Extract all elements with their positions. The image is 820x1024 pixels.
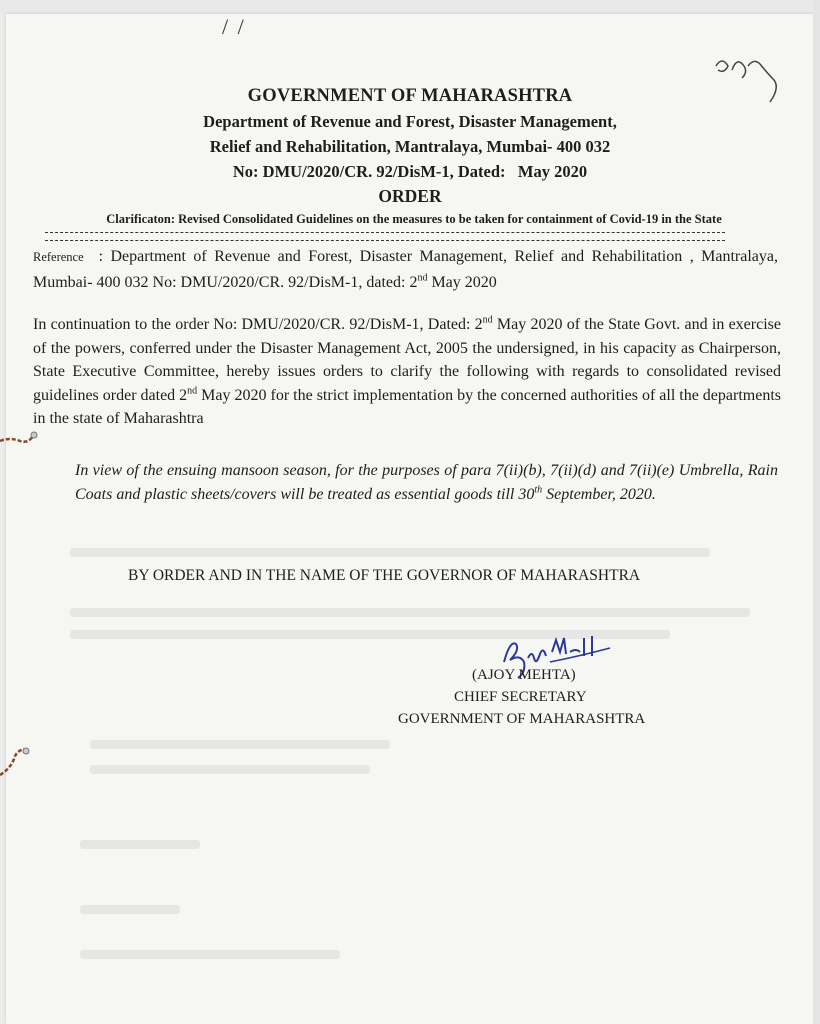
body-part-1: In continuation to the order No: DMU/2020/CR. 92/DisM-1, Dated: 2 xyxy=(33,316,483,333)
clarification-paragraph xyxy=(75,459,778,507)
top-pen-mark: / / xyxy=(222,14,246,39)
body-part-2: May 2020 of the State Govt. and in exercise of the powers, conferred under the Disaster Management Act, 2005 the undersigned, in his capacity as Chairperson, State Executive Committee, hereby issues orders to clarify the following with regards to consolidated revised guidelines order dated 2 xyxy=(33,316,781,404)
bleed-through xyxy=(70,608,750,617)
department-line-1: Department of Revenue and Forest, Disaster Management, xyxy=(203,112,617,131)
bleed-through xyxy=(90,740,390,749)
closing-line: BY ORDER AND IN THE NAME OF THE GOVERNOR OF MAHARASHTRA xyxy=(128,567,641,584)
reference-text-end: May 2020 xyxy=(427,274,497,291)
clarification-part-2: September, 2020. xyxy=(542,486,656,503)
clarification-part-1: In view of the ensuing mansoon season, for the purposes of para 7(ii)(b), 7(ii)(d) and 7(ii)(e) Umbrella, Rain Coats and plastic sheets/covers will be treated as essential goods till 30 xyxy=(75,462,778,503)
body-paragraph xyxy=(33,313,781,431)
bleed-through xyxy=(80,950,340,959)
bleed-through xyxy=(90,765,370,774)
order-title: ORDER xyxy=(378,186,442,206)
bleed-through xyxy=(80,905,180,914)
clarification-sup: th xyxy=(534,484,543,496)
body-sup-2: nd xyxy=(187,385,198,397)
reference-label: Reference xyxy=(33,250,84,264)
binding-string-bottom xyxy=(0,745,50,785)
order-number-line: No: DMU/2020/CR. 92/DisM-1, Dated: May 2020 xyxy=(232,162,588,181)
top-edge xyxy=(0,0,820,14)
reference-sup: nd xyxy=(417,272,428,284)
government-heading: GOVERNMENT OF MAHARASHTRA xyxy=(247,86,573,106)
body-sup-1: nd xyxy=(482,314,493,326)
signatory-office: GOVERNMENT OF MAHARASHTRA xyxy=(398,711,646,727)
dashed-divider xyxy=(45,240,725,241)
reference-text: : Department of Revenue and Forest, Disaster Management, Relief and Rehabilitation , Mantralaya, Mumbai- 400 032 No: DMU/2020/CR. 92/DisM-1, dated: 2 xyxy=(33,248,778,291)
reference-block xyxy=(33,244,778,295)
dashed-divider xyxy=(45,232,725,233)
body-part-3: May 2020 for the strict implementation by the concerned authorities of all the departments in the state of Maharashtra xyxy=(33,386,781,427)
signatory-designation: CHIEF SECRETARY xyxy=(454,689,587,705)
clarification-subject: Clarificaton: Revised Consolidated Guidelines on the measures to be taken for containment of Covid-19 in the State xyxy=(106,212,722,226)
signatory-name: (AJOY MEHTA) xyxy=(472,667,576,683)
bleed-through xyxy=(80,840,200,849)
department-line-2: Relief and Rehabilitation, Mantralaya, Mumbai- 400 032 xyxy=(209,137,611,156)
bleed-through xyxy=(70,548,710,557)
